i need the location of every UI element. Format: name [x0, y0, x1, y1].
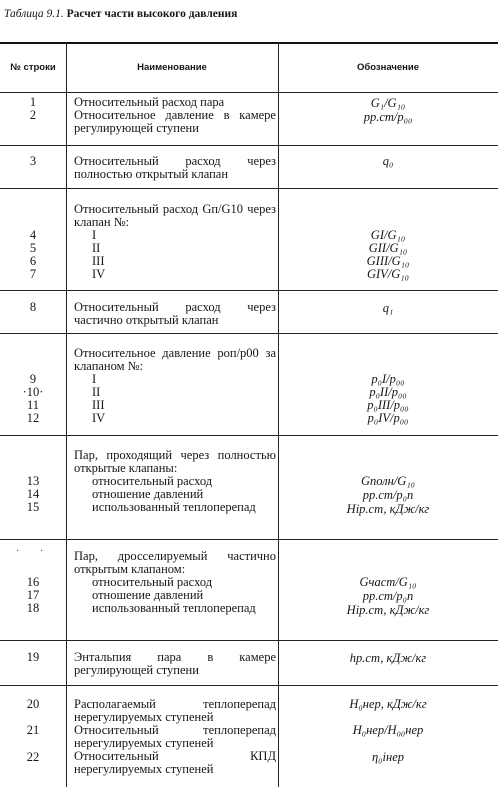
row-name: I	[92, 372, 97, 386]
row-name: Располагаемый теплоперепад нерегулируемых ступеней	[74, 697, 276, 724]
row-divider	[0, 539, 498, 540]
row-number: 9	[29, 372, 37, 386]
scan-mark: ·	[16, 546, 20, 557]
row-symbol: pр.ст/p₀п	[362, 488, 414, 502]
row-number: 8	[29, 300, 37, 314]
row-divider	[0, 685, 498, 686]
row-name: Энтальпия пара в камере регулирующей ступени	[74, 650, 276, 677]
row-symbol: Hiр.ст, кДж/кг	[346, 502, 430, 516]
row-symbol: H₀нер/H₀₀нер	[352, 723, 424, 737]
row-number: 6	[29, 254, 37, 268]
row-symbol: GII/G₁₀	[368, 241, 408, 255]
row-symbol: q₀	[382, 154, 394, 168]
row-symbol: GI/G₁₀	[370, 228, 406, 242]
row-divider	[0, 290, 498, 291]
row-divider	[0, 640, 498, 641]
table-number: Таблица 9.1.	[4, 8, 64, 20]
row-symbol: G₁/G₁₀	[370, 96, 406, 110]
row-number: 22	[26, 750, 40, 764]
row-number: 3	[29, 154, 37, 168]
header-row-number: № строки	[10, 62, 56, 73]
row-name: II	[92, 385, 101, 399]
row-symbol: hр.ст, кДж/кг	[349, 651, 427, 665]
row-number: 18	[26, 601, 40, 615]
header-symbol: Обозначение	[356, 62, 420, 73]
row-divider	[0, 333, 498, 334]
row-divider	[0, 145, 498, 146]
row-name: использованный теплоперепад	[92, 500, 256, 514]
row-name: Относительный расход через частично открытый клапан	[74, 300, 276, 327]
row-number: 12	[26, 411, 40, 425]
row-symbol: H₀нер, кДж/кг	[349, 697, 427, 711]
group-heading: Пар, проходящий через полностью открытые клапаны:	[74, 448, 276, 475]
row-symbol: p₀I/p₀₀	[371, 372, 405, 386]
row-name: Относительный теплоперепад нерегулируемых ступеней	[74, 723, 276, 750]
row-number: 5	[29, 241, 37, 255]
row-name: отношение давлений	[92, 487, 204, 501]
row-symbol: pр.ст/p₀п	[362, 589, 414, 603]
row-symbol: pр.ст/p₀₀	[363, 110, 413, 124]
group-heading: Пар, дросселируемый частично открытым клапаном:	[74, 549, 276, 576]
row-name: I	[92, 228, 97, 242]
row-symbol: Gполн/G₁₀	[360, 474, 416, 488]
row-number: 19	[26, 650, 40, 664]
header-name: Наименование	[137, 62, 207, 73]
row-symbol: p₀II/p₀₀	[369, 385, 407, 399]
row-number: 17	[26, 588, 40, 602]
row-name: использованный теплоперепад	[92, 601, 256, 615]
column-divider	[66, 42, 67, 787]
row-divider	[0, 188, 498, 189]
scan-mark: ·	[40, 546, 44, 557]
row-symbol: p₀III/p₀₀	[367, 398, 409, 412]
row-name: Относительное давление в камере регулирующей ступени	[74, 108, 276, 135]
row-name: Относительный расход пара	[74, 95, 225, 109]
row-name: III	[92, 254, 105, 268]
row-divider	[0, 435, 498, 436]
row-number: 11	[26, 398, 40, 412]
group-heading: Относительное давление pоп/p00 за клапаном №:	[74, 346, 276, 373]
row-number: 16	[26, 575, 40, 589]
row-number: 15	[26, 500, 40, 514]
header-bottom-rule	[0, 92, 498, 93]
row-symbol: η₀iнер	[371, 750, 405, 764]
row-number: 20	[26, 697, 40, 711]
row-name: Относительный расход через полностью открытый клапан	[74, 154, 276, 181]
row-number: ·10·	[22, 385, 44, 399]
group-heading: Относительный расход Gп/G10 через клапан №:	[74, 202, 276, 229]
table-title: Расчет части высокого давления	[66, 8, 238, 20]
row-symbol: GIV/G₁₀	[366, 267, 410, 281]
row-number: 21	[26, 723, 40, 737]
row-symbol: p₀IV/p₀₀	[367, 411, 409, 425]
row-name: относительный расход	[92, 575, 213, 589]
row-number: 4	[29, 228, 37, 242]
row-name: IV	[92, 411, 106, 425]
row-name: III	[92, 398, 105, 412]
row-number: 1	[29, 95, 37, 109]
row-symbol: GIII/G₁₀	[366, 254, 410, 268]
row-symbol: q₁	[382, 301, 394, 315]
row-name: Относительный КПД нерегулируемых ступеней	[74, 749, 276, 776]
row-name: IV	[92, 267, 106, 281]
row-symbol: Gчаст/G₁₀	[359, 575, 417, 589]
table-caption	[4, 7, 496, 21]
row-symbol: Hiр.ст, кДж/кг	[346, 603, 430, 617]
row-name: отношение давлений	[92, 588, 204, 602]
row-number: 14	[26, 487, 40, 501]
row-number: 7	[29, 267, 37, 281]
row-number: 13	[26, 474, 40, 488]
row-name: относительный расход	[92, 474, 213, 488]
row-name: II	[92, 241, 101, 255]
row-number: 2	[29, 108, 37, 122]
